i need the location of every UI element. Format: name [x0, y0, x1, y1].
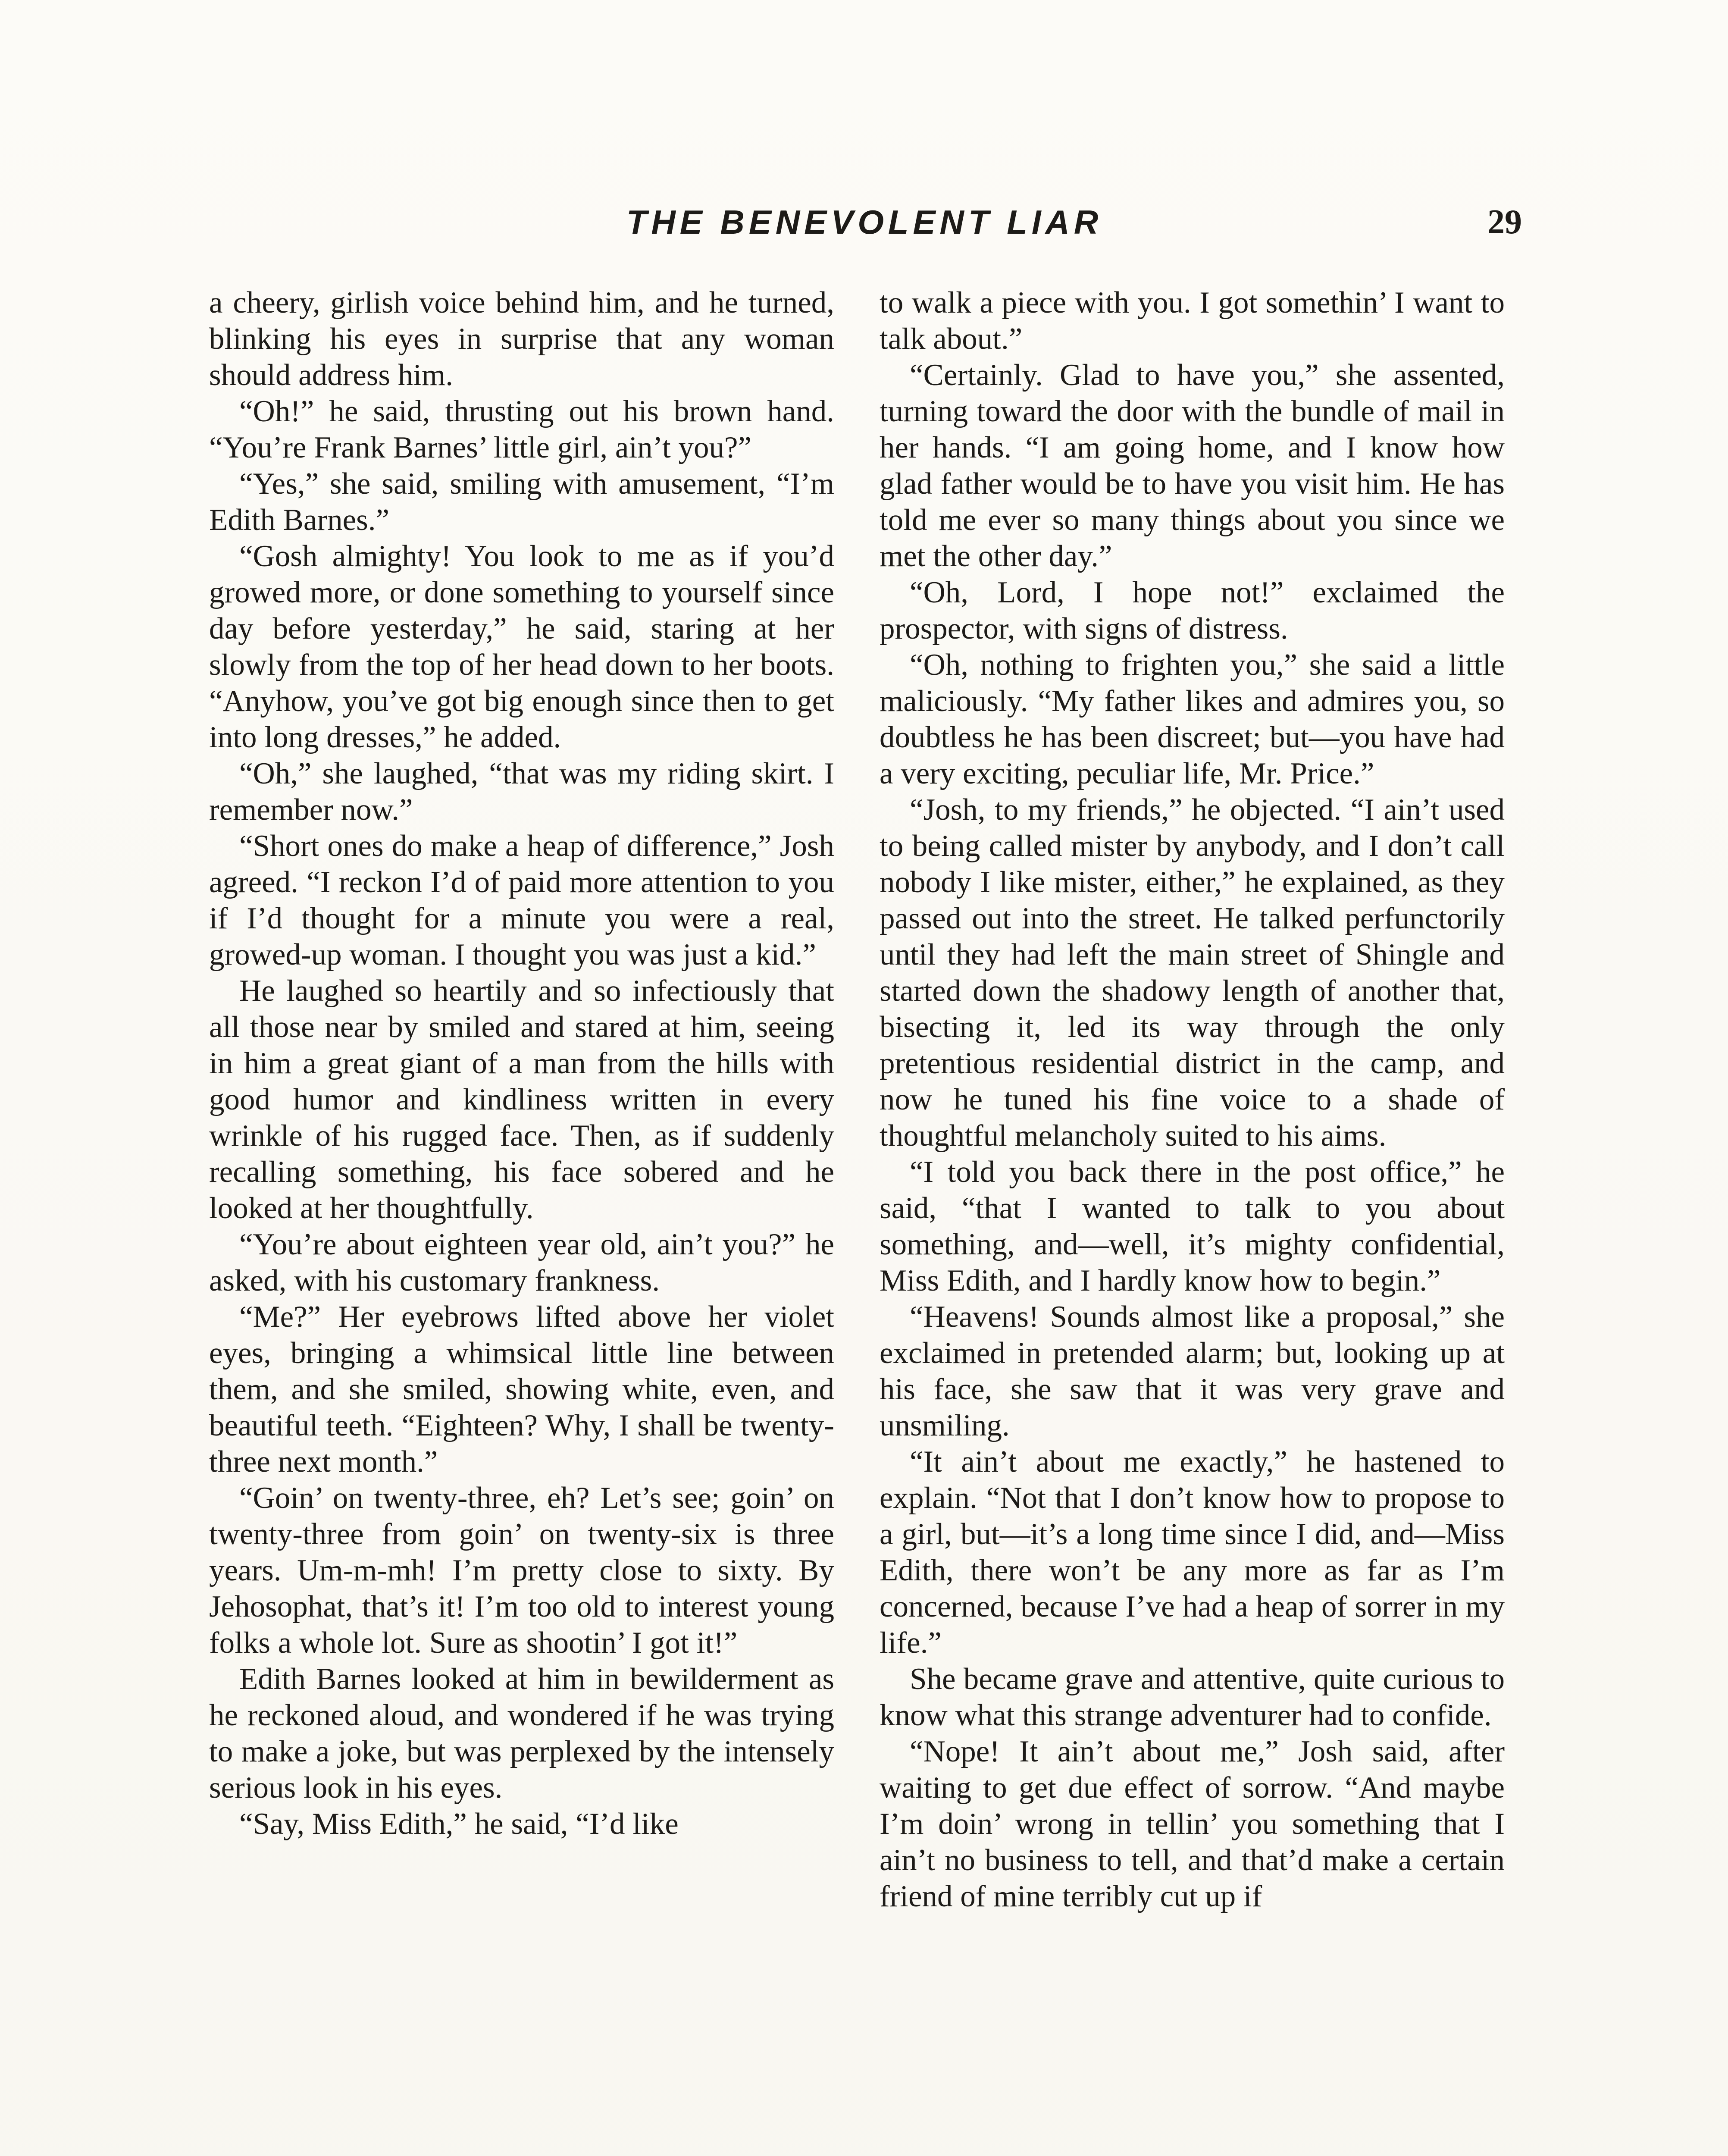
paragraph: “Certainly. Glad to have you,” she assented, turning toward the door with the bundle of mail in her hands. “I am going home, and I know how glad father would be to have you visit him. He has told me ever so many things about you since we met the other day.”: [880, 358, 1505, 573]
paragraph: “Say, Miss Edith,” he said, “I’d like: [239, 1807, 679, 1841]
running-header: [207, 203, 1522, 254]
paragraph: to walk a piece with you. I got somethin’ I want to talk about.”: [880, 286, 1505, 356]
paragraph: “Oh!” he said, thrusting out his brown hand. “You’re Frank Barnes’ little girl, ain’t you?”: [209, 395, 834, 464]
paragraph: “Me?” Her eyebrows lifted above her violet eyes, bringing a whimsical little line between them, and she smiled, showing white, even, and beautiful teeth. “Eighteen? Why, I shall be twenty-three next month.”: [209, 1300, 834, 1479]
text-column-right: [880, 285, 1505, 2156]
paragraph: He laughed so heartily and so infectiously that all those near by smiled and stared at him, seeing in him a great giant of a man from the hills with good humor and kindliness written in every wrinkle of his rugged face. Then, as if suddenly recalling something, his face sobered and he looked at her thoughtfully.: [209, 974, 834, 1225]
paragraph: “Oh,” she laughed, “that was my riding skirt. I remember now.”: [209, 757, 834, 827]
running-title: THE BENEVOLENT LIAR: [626, 203, 1103, 241]
paragraph: “Short ones do make a heap of difference,” Josh agreed. “I reckon I’d of paid more attention to you if I’d thought for a minute you were a real, growed-up woman. I thought you was just a kid.”: [209, 829, 834, 971]
paragraph: “You’re about eighteen year old, ain’t you?” he asked, with his customary frankness.: [209, 1228, 834, 1297]
paragraph: Edith Barnes looked at him in bewilderment as he reckoned aloud, and wondered if he was trying to make a joke, but was perplexed by the intensely serious look in his eyes.: [209, 1662, 834, 1805]
paragraph: “Josh, to my friends,” he objected. “I ain’t used to being called mister by anybody, and I don’t call nobody I like mister, either,” he explained, as they passed out into the street. He talked perfunctorily until they had left the main street of Shingle and started down the shadowy length of another that, bisecting it, led its way through the only pretentious residential district in the camp, and now he tuned his fine voice to a shade of thoughtful melancholy suited to his aims.: [880, 793, 1505, 1153]
paragraph: “I told you back there in the post office,” he said, “that I wanted to talk to you about something, and—well, it’s mighty confidential, Miss Edith, and I hardly know how to begin.”: [880, 1155, 1505, 1297]
paragraph: “Goin’ on twenty-three, eh? Let’s see; goin’ on twenty-three from goin’ on twenty-six is three years. Um-m-mh! I’m pretty close to sixty. By Jehosophat, that’s it! I’m too old to interest young folks a whole lot. Sure as shootin’ I got it!”: [209, 1481, 834, 1660]
paragraph: “Gosh almighty! You look to me as if you’d growed more, or done something to yourself since day before yesterday,” he said, staring at her slowly from the top of her head down to her boots. “Anyhow, you’ve got big enough since then to get into long dresses,” he added.: [209, 539, 834, 754]
paragraph: “Heavens! Sounds almost like a proposal,” she exclaimed in pretended alarm; but, looking up at his face, she saw that it was very grave and unsmiling.: [880, 1300, 1505, 1442]
paragraph: “Nope! It ain’t about me,” Josh said, after waiting to get due effect of sorrow. “And maybe I’m doin’ wrong in tellin’ you something that I ain’t no business to tell, and that’d make a certain friend of mine terribly cut up if: [880, 1735, 1505, 1913]
paragraph: “It ain’t about me exactly,” he hastened to explain. “Not that I don’t know how to propose to a girl, but—it’s a long time since I did, and—Miss Edith, there won’t be any more as far as I’m concerned, because I’ve had a heap of sorrer in my life.”: [880, 1445, 1505, 1660]
text-column-left: [209, 285, 834, 2156]
paragraph: “Yes,” she said, smiling with amusement, “I’m Edith Barnes.”: [209, 467, 834, 537]
paragraph: a cheery, girlish voice behind him, and he turned, blinking his eyes in surprise that any woman should address him.: [209, 286, 834, 392]
paragraph: “Oh, nothing to frighten you,” she said a little maliciously. “My father likes and admires you, so doubtless he has been discreet; but—you have had a very exciting, peculiar life, Mr. Price.”: [880, 648, 1505, 790]
paragraph: “Oh, Lord, I hope not!” exclaimed the prospector, with signs of distress.: [880, 576, 1505, 646]
page-number: 29: [1487, 203, 1522, 241]
paragraph: She became grave and attentive, quite curious to know what this strange adventurer had to confide.: [880, 1662, 1505, 1732]
